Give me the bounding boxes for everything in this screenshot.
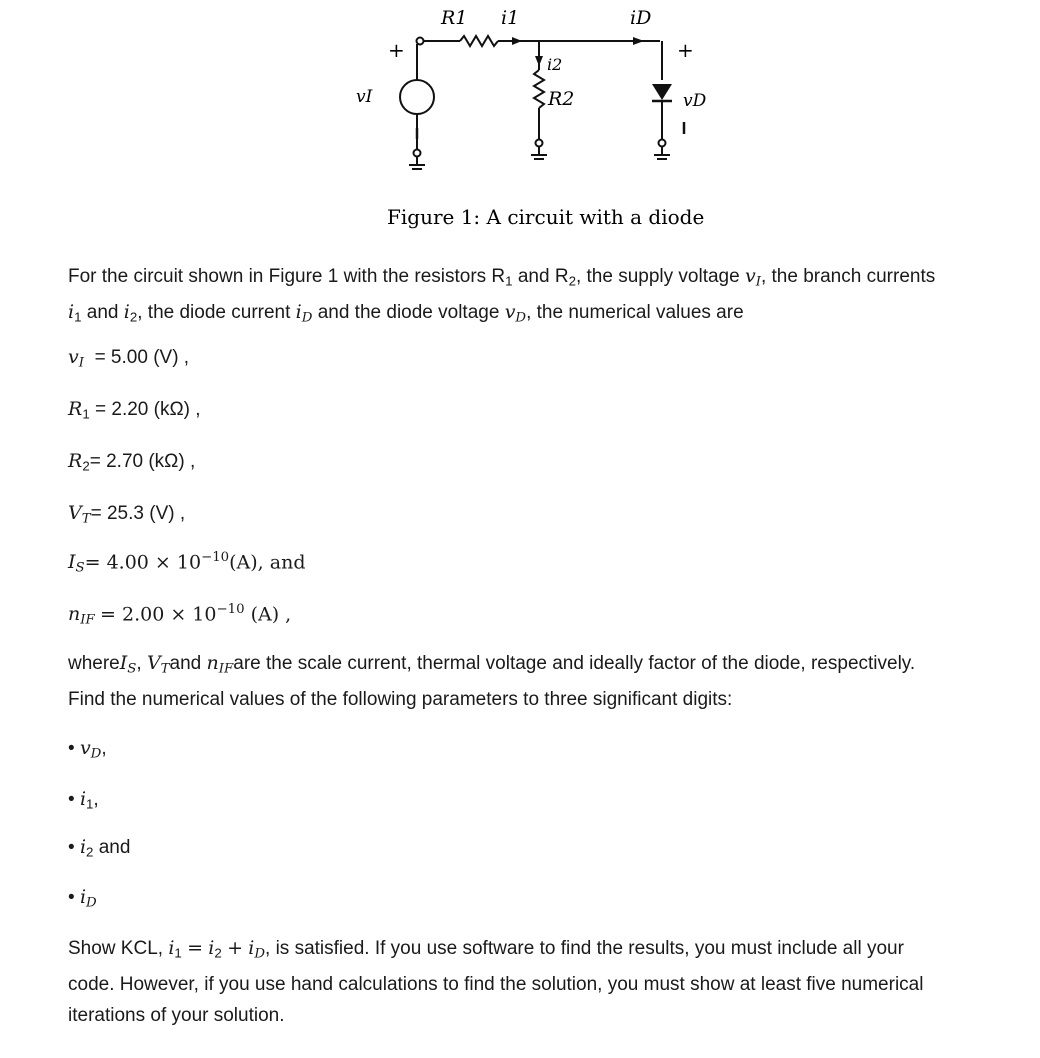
intro-paragraph xyxy=(68,261,1028,334)
source-bottom-terminal xyxy=(414,150,421,157)
closing-line-1: Show KCL, $i_1 = i_2 + i_D$, is satisfied. If you use software to find the results, you must include all your xyxy=(68,937,904,962)
value-vi: $v_I = 5.00$ (V) , xyxy=(68,346,190,371)
label-vi: vI xyxy=(356,87,373,107)
intro-line-2: $i_1$ and $i_2$, the diode current $i_D$ and the diode voltage $v_D$, the numerical values are xyxy=(68,301,744,326)
source-top-terminal xyxy=(417,38,424,45)
value-nif: $n_{IF} = 2.00 \times 10^{-10}$ (A) , xyxy=(68,602,292,628)
label-i1: i1 xyxy=(501,7,520,29)
circuit-diagram xyxy=(0,0,1040,240)
value-vt: $V_T= 25.3$ (V) , xyxy=(68,502,186,527)
where-paragraph xyxy=(68,648,1028,715)
value-r2: $R_2= 2.70$ (kΩ) , xyxy=(68,450,196,474)
bullet-vd: • $v_D$, xyxy=(68,737,107,762)
diode-bottom-terminal xyxy=(659,140,666,147)
where-line-1: whereI$_S$, $V_Tand$ $n_{IF}are$ the scale current, thermal voltage and ideally factor of the diode, respectively. xyxy=(68,652,916,677)
i1-arrow xyxy=(512,37,522,45)
resistor-r1 xyxy=(460,36,498,46)
bullet-i1: • $i_1$, xyxy=(68,788,99,812)
intro-line-1: For the circuit shown in Figure 1 with the resistors $R_1$ and $R_2$, the supply voltage $v_I$, the branch currents xyxy=(68,265,936,290)
label-r1: R1 xyxy=(441,7,468,29)
label-plus-diode: + xyxy=(677,38,694,62)
where-line-2: Find the numerical values of the following parameters to three significant digits: xyxy=(68,689,733,711)
resistor-r2 xyxy=(534,70,544,108)
r2-bottom-terminal xyxy=(536,140,543,147)
value-is: $I_S= 4.00 \times 10^{-10}(A)$, and xyxy=(68,550,306,576)
figure-caption: Figure 1: A circuit with a diode xyxy=(387,205,705,229)
diode-symbol xyxy=(652,84,672,100)
label-plus-source: + xyxy=(388,38,405,62)
label-id: iD xyxy=(630,7,652,29)
value-r1: $R_1 = 2.20$ (kΩ) , xyxy=(68,398,201,422)
bullet-id: • $i_D$ xyxy=(68,886,97,911)
closing-line-2: code. However, if you use hand calculations to find the solution, you must show at least five numerical xyxy=(68,974,924,996)
closing-line-3: iterations of your solution. xyxy=(68,1005,285,1027)
label-i2: i2 xyxy=(547,55,563,74)
voltage-source-circle xyxy=(400,80,434,114)
closing-paragraph xyxy=(68,933,1028,1031)
bullet-i2: • $i_2$ and xyxy=(68,836,131,860)
i2-arrow xyxy=(535,56,543,66)
label-vd: vD xyxy=(683,91,707,111)
label-r2: R2 xyxy=(548,88,575,110)
id-arrow xyxy=(633,37,644,45)
